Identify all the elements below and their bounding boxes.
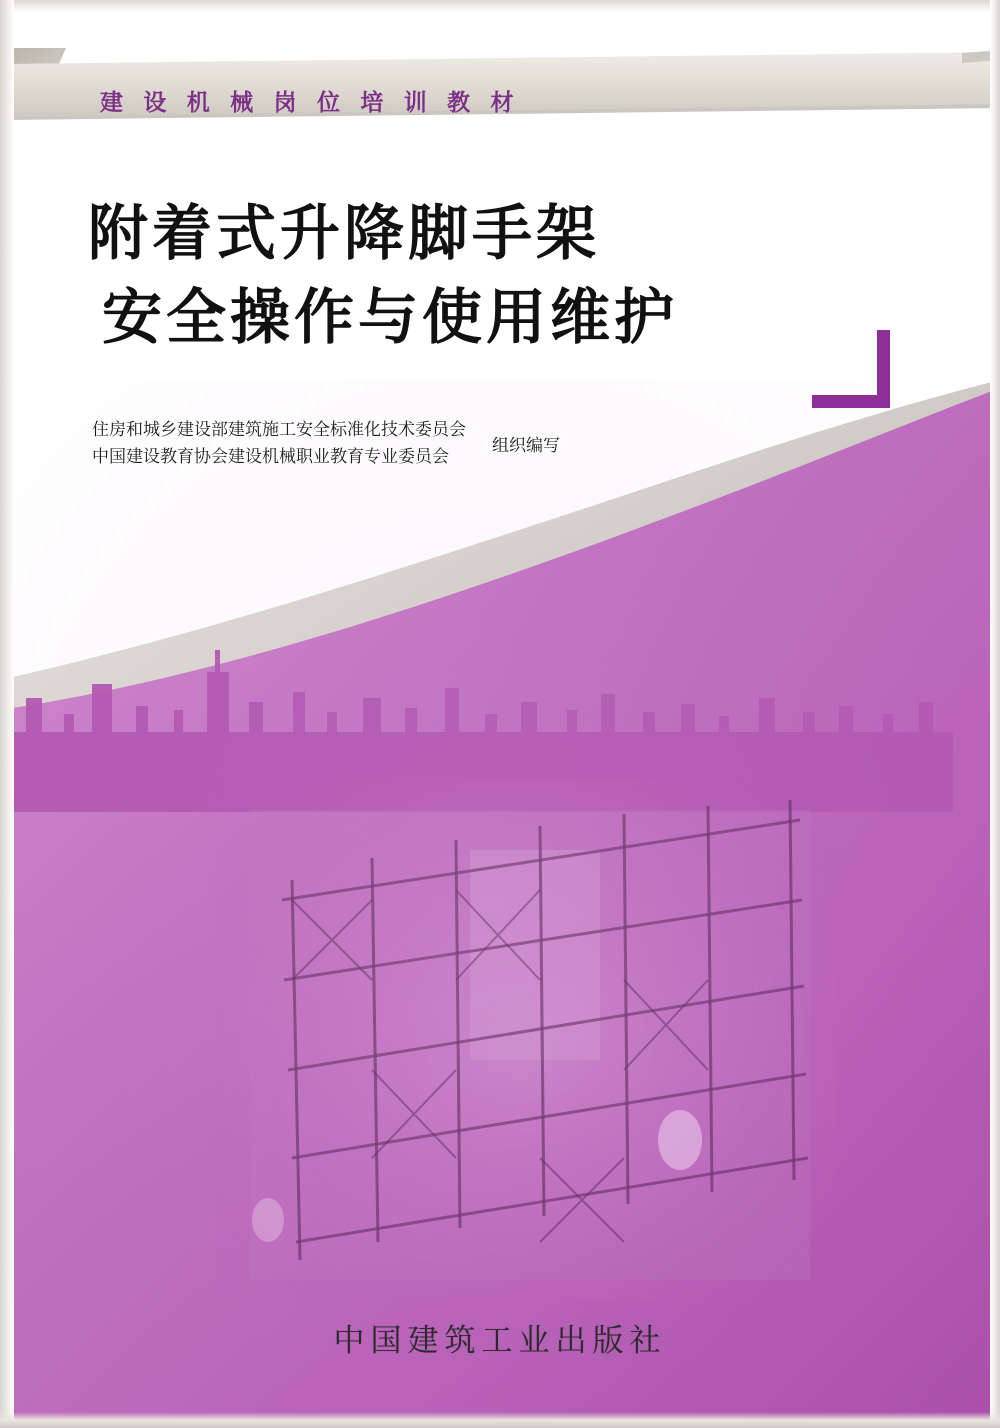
book-title-line-1: 附着式升降脚手架 [88, 200, 600, 267]
paper-edge-right [990, 0, 1000, 1428]
paper-edge-left [0, 0, 14, 1428]
book-title-line-2: 安全操作与使用维护 [102, 284, 678, 351]
cover-artwork-lower [0, 380, 1000, 1428]
corner-mark-horizontal [812, 395, 890, 408]
series-banner-text: 建 设 机 械 岗 位 培 训 教 材 [100, 89, 521, 115]
paper-edge-top [0, 0, 1000, 12]
book-title [88, 192, 908, 360]
organization-name-1: 住房和城乡建设部建筑施工安全标准化技术委员会 [92, 420, 466, 439]
organization-block [92, 416, 560, 470]
organization-name-2: 中国建设教育协会建设机械职业教育专业委员会 [92, 447, 449, 466]
paper-edge-bottom [0, 1412, 1000, 1428]
organization-names [92, 416, 466, 470]
publisher-name: 中国建筑工业出版社 [333, 1323, 667, 1358]
organization-role: 组织编写 [492, 435, 560, 455]
